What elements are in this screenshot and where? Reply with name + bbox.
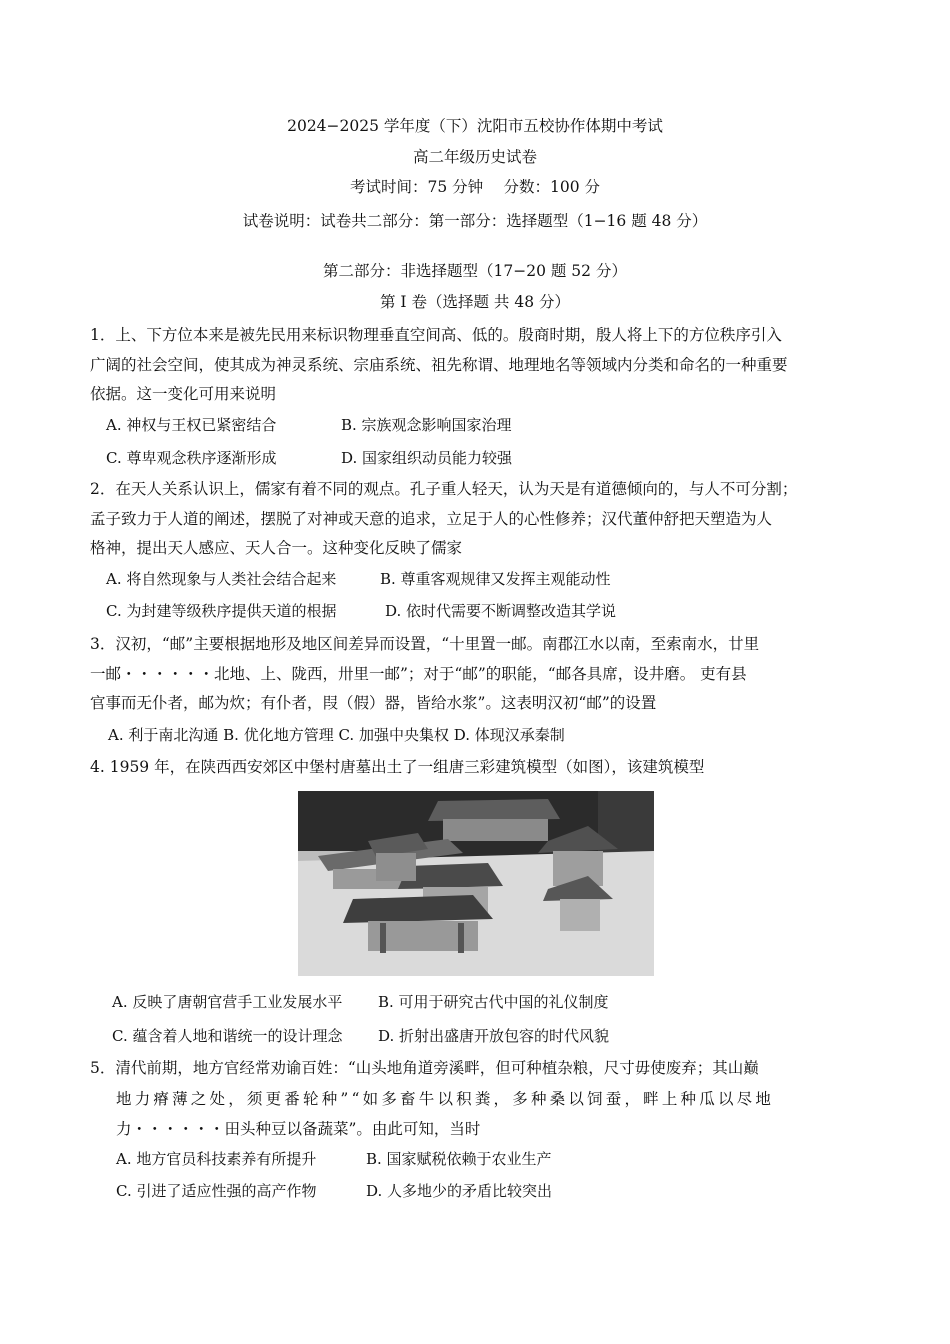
question-1-option-c: C. 尊卑观念秩序逐渐形成 (106, 449, 277, 467)
question-3-line-3: 官事而无仆者，邮为炊；有仆者，叚（假）器，皆给水浆”。这表明汉初“邮”的设置 (90, 694, 657, 712)
tang-sancai-architecture-photo (298, 791, 654, 976)
question-2-line-1: 2．在天人关系认识上，儒家有着不同的观点。孔子重人轻天，认为天是有道德倾向的，与人不可分割； (90, 480, 798, 498)
building-models-illustration (298, 791, 654, 976)
question-1-option-a: A. 神权与王权已紧密结合 (106, 416, 277, 434)
question-3-line-1: 3．汉初，“邮”主要根据地形及地区间差异而设置，“十里置一邮。南郡江水以南，至索南水，廿里 (90, 635, 760, 653)
question-1-line-3: 依据。这一变化可用来说明 (90, 385, 277, 403)
question-5-line-1: 5．清代前期，地方官经常劝谕百姓：“山头地角道旁溪畔，但可种植杂粮，尺寸毋使废弃；其山巅 (90, 1059, 759, 1077)
question-2-line-2: 孟子致力于人道的阐述，摆脱了对神或天意的追求，立足于人的心性修养；汉代董仲舒把天塑造为人 (90, 510, 773, 528)
question-4-line-1: 4. 1959 年，在陕西西安郊区中堡村唐墓出土了一组唐三彩建筑模型（如图），该建筑模型 (90, 758, 705, 776)
question-4-option-c: C. 蕴含着人地和谐统一的设计理念 (112, 1027, 343, 1045)
question-2-option-a: A. 将自然现象与人类社会结合起来 (106, 570, 337, 588)
section-heading: 第 I 卷（选择题 共 48 分） (380, 293, 570, 311)
question-3-options: A. 利于南北沟通 B. 优化地方管理 C. 加强中央集权 D. 体现汉承秦制 (108, 726, 565, 744)
exam-subtitle: 高二年级历史试卷 (412, 148, 537, 166)
question-1-line-1: 1．上、下方位本来是被先民用来标识物理垂直空间高、低的。殷商时期，殷人将上下的方位秩序引入 (90, 326, 782, 344)
question-4-option-d: D. 折射出盛唐开放包容的时代风貌 (378, 1027, 610, 1045)
question-1-option-d: D. 国家组织动员能力较强 (341, 449, 513, 467)
question-2-option-b: B. 尊重客观规律又发挥主观能动性 (380, 570, 611, 588)
question-5-option-d: D. 人多地少的矛盾比较突出 (366, 1182, 553, 1200)
exam-description: 试卷说明：试卷共二部分：第一部分：选择题型（1−16 题 48 分） (242, 212, 708, 230)
question-2-option-d: D. 依时代需要不断调整改造其学说 (385, 602, 617, 620)
question-5-line-3: 力・・・・・・田头种豆以备蔬菜”。由此可知，当时 (116, 1120, 481, 1138)
question-2-line-3: 格神，提出天人感应、天人合一。这种变化反映了儒家 (90, 539, 463, 557)
question-4-option-a: A. 反映了唐朝官营手工业发展水平 (112, 993, 343, 1011)
exam-title: 2024−2025 学年度（下）沈阳市五校协作体期中考试 (287, 117, 663, 135)
exam-time-score: 考试时间：75 分钟 分数：100 分 (349, 178, 601, 196)
question-3-line-2: 一邮・・・・・・北地、上、陇西，卅里一邮”；对于“邮”的职能，“邮各具席，设井磨。 吏有县 (90, 665, 747, 683)
question-4-option-b: B. 可用于研究古代中国的礼仪制度 (378, 993, 609, 1011)
question-5-option-b: B. 国家赋税依赖于农业生产 (366, 1150, 552, 1168)
question-5-option-a: A. 地方官员科技素养有所提升 (116, 1150, 317, 1168)
question-5-line-2: 地力瘠薄之处，须更番轮种”“如多畜牛以积粪，多种桑以饲蚕，畔上种瓜以尽地 (116, 1090, 775, 1108)
question-5-option-c: C. 引进了适应性强的高产作物 (116, 1182, 317, 1200)
question-1-option-b: B. 宗族观念影响国家治理 (341, 416, 512, 434)
question-2-option-c: C. 为封建等级秩序提供天道的根据 (106, 602, 337, 620)
question-1-line-2: 广阔的社会空间，使其成为神灵系统、宗庙系统、祖先称谓、地理地名等领域内分类和命名的一种重要 (90, 356, 788, 374)
exam-part2: 第二部分：非选择题型（17−20 题 52 分） (323, 262, 627, 280)
